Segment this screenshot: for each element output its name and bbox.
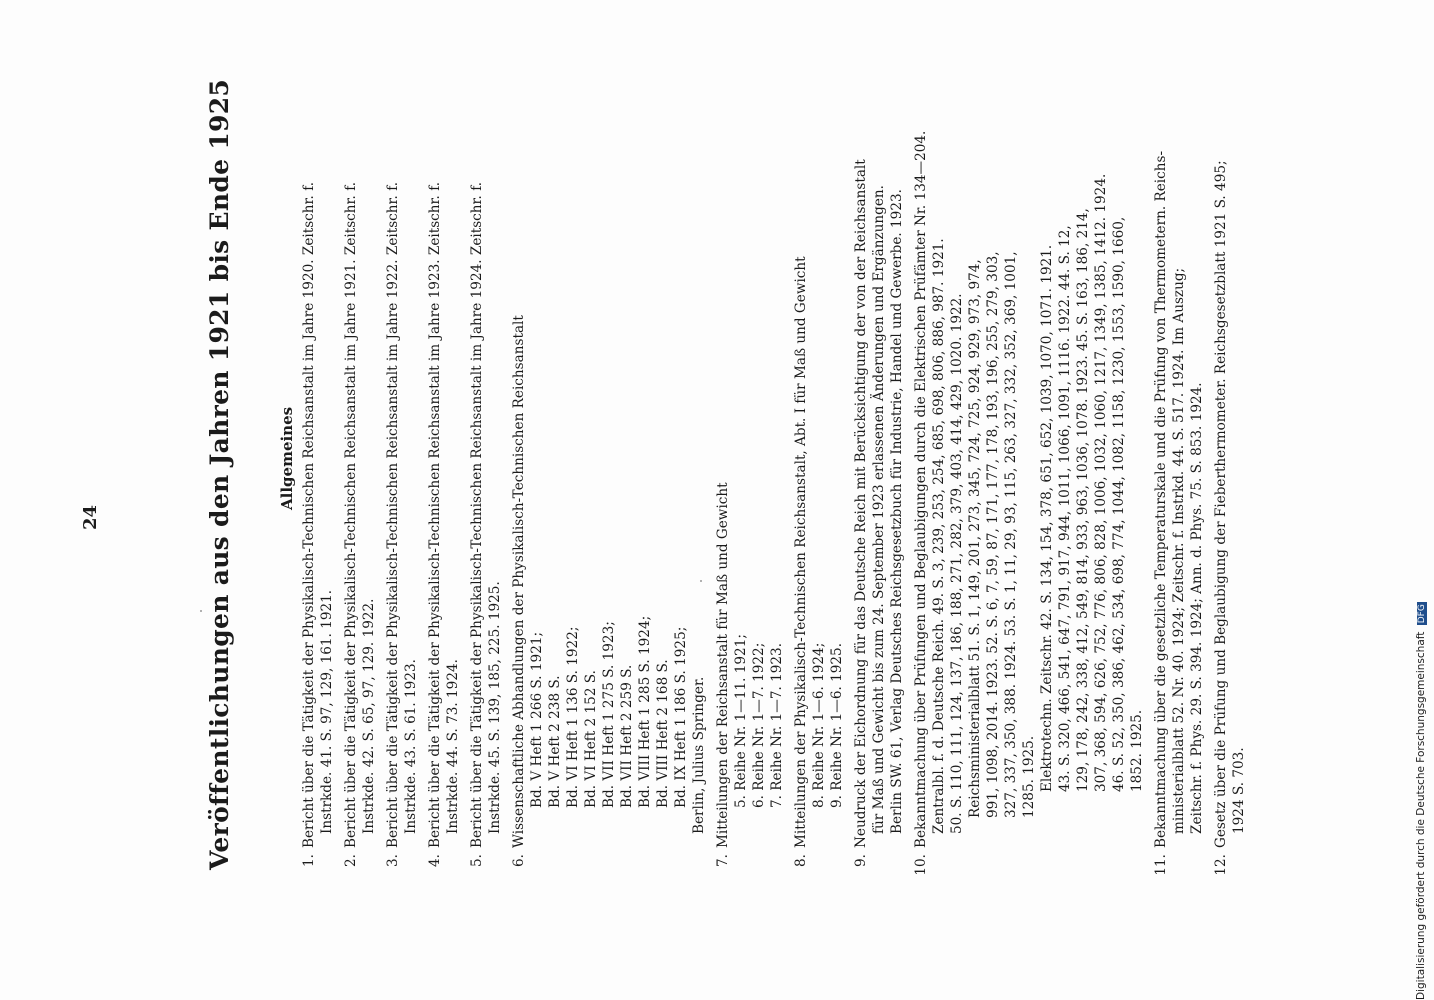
publication-entry	[912, 20, 1146, 876]
entry-line: Bericht über die Tätigkeit der Physikalisch-Technischen Reichsanstalt im Jahre 1923. Zeitschr. f.	[427, 181, 443, 848]
entry-number: 1.	[301, 854, 317, 867]
entry-number: 3.	[385, 854, 401, 867]
entry-number: 6.	[511, 854, 527, 867]
entry-subline: Bd. V Heft 2 238 S.	[547, 675, 563, 808]
entry-line: ministerialblatt 52. Nr. 40. 1924; Zeitschr. f. Instrkd. 44. S. 517. 1924. Im Auszug;	[1171, 267, 1187, 834]
entry-subline: Bd. VIII Heft 1 285 S. 1924;	[637, 615, 653, 808]
entry-line: 50. S. 110, 111, 124, 137, 186, 188, 271, 282, 379, 403, 414, 429, 1020. 1922.	[949, 293, 965, 834]
entry-line-indented: 1285. 1925.	[1021, 735, 1037, 818]
entry-number: 12.	[1213, 854, 1229, 876]
entry-number: 10.	[913, 854, 929, 876]
entry-number: 5.	[469, 854, 485, 867]
entry-line-indented: 307, 368, 594, 626, 752, 776, 806, 828, 1006, 1032, 1060, 1217, 1349, 1385, 1412. 1924.	[1093, 173, 1109, 792]
entry-line: Instrkde. 42. S. 65, 97, 129. 1922.	[361, 598, 377, 834]
entry-subline: 8. Reihe Nr. 1—6. 1924;	[811, 642, 827, 808]
publication-entry	[1212, 20, 1248, 876]
entry-line: Berlin SW. 61, Verlag Deutsches Reichsgesetzbuch für Industrie, Handel und Gewerbe. 1923.	[889, 189, 905, 834]
publication-entry	[792, 20, 846, 870]
entry-line: Bekanntmachung über die gesetzliche Temperaturskale und die Prüfung von Thermometern. Reichs-	[1153, 150, 1169, 848]
entry-number: 8.	[793, 854, 809, 867]
entry-line: Bericht über die Tätigkeit der Physikalisch-Technischen Reichsanstalt im Jahre 1921. Zeitschr. f.	[343, 181, 359, 848]
entry-line: Zeitschr. f. Phys. 29. S. 394. 1924; Ann. d. Phys. 75. S. 853. 1924.	[1189, 382, 1205, 834]
publication-entry	[510, 20, 708, 870]
entry-line-indented: 129, 178, 242, 338, 412, 549, 814, 933, 963, 1036, 1078. 1923. 45. S. 163, 186, 214,	[1075, 208, 1091, 792]
entry-line-indented: 1852. 1925.	[1129, 709, 1145, 792]
entry-number: 4.	[427, 854, 443, 867]
entry-line: Neudruck der Eichordnung für das Deutsche Reich mit Berücksichtigung der von der Reichsanstalt	[853, 159, 869, 848]
entry-subline: Bd. V Heft 1 266 S. 1921;	[529, 631, 545, 808]
entry-number: 7.	[715, 854, 731, 867]
publication-entry	[714, 20, 786, 870]
entry-line-indented: Reichsministerialblatt 51. S. 1, 149, 201, 273, 345, 724, 725, 924, 929, 973, 974,	[967, 259, 983, 818]
entry-line: Mitteilungen der Physikalisch-Technischen Reichsanstalt, Abt. I für Maß und Gewicht	[793, 256, 809, 848]
entry-line-indented: 327, 337, 350, 388. 1924. 53. S. 1, 11, 29, 93, 115, 263, 327, 332, 352, 369, 1001,	[1003, 251, 1019, 818]
scan-speck	[200, 610, 202, 612]
publication-entry	[468, 20, 504, 870]
digitization-note-text: Digitalisierung gefördert durch die Deutsche Forschungsgemeinschaft	[1415, 631, 1427, 1000]
entry-line: Zentralbl. f. d. Deutsche Reich. 49. S. 3, 239, 253, 254, 685, 698, 806, 886, 987. 1921.	[931, 238, 947, 834]
entry-line-indented: 46. S. 52, 350, 386, 462, 534, 698, 774, 1044, 1082, 1158, 1230, 1553, 1590, 1660,	[1111, 216, 1127, 792]
entry-line: Mitteilungen der Reichsanstalt für Maß und Gewicht	[715, 482, 731, 848]
entry-subline: Bd. VI Heft 1 136 S. 1922;	[565, 626, 581, 808]
entry-number: 2.	[343, 854, 359, 867]
entry-line-indented: Elektrotechn. Zeitschr. 42. S. 134, 154, 378, 651, 652, 1039, 1070, 1071. 1921.	[1039, 244, 1055, 792]
entry-line: Instrkde. 45. S. 139, 185, 225. 1925.	[487, 581, 503, 834]
entry-line: Instrkde. 41. S. 97, 129, 161. 1921.	[319, 589, 335, 834]
digitization-note	[1415, 0, 1427, 1000]
publication-entry	[1152, 20, 1206, 876]
entry-line: Bericht über die Tätigkeit der Physikalisch-Technischen Reichsanstalt im Jahre 1924. Zeitschr. f.	[469, 181, 485, 848]
entry-subline: 9. Reihe Nr. 1—6. 1925.	[829, 642, 845, 808]
publication-entry	[426, 20, 462, 870]
entry-line: Bericht über die Tätigkeit der Physikalisch-Technischen Reichsanstalt im Jahre 1922. Zeitschr. f.	[385, 181, 401, 848]
entry-subline: 6. Reihe Nr. 1—7. 1922;	[751, 642, 767, 808]
scan-speck	[700, 580, 702, 582]
dfg-logo-icon: DFG	[1417, 604, 1427, 624]
page-number: 24	[80, 504, 101, 530]
entry-number: 9.	[853, 854, 869, 867]
page-title: Veröffentlichungen aus den Jahren 1921 bis Ende 1925	[205, 78, 234, 870]
entry-line-indented: 43. S. 320, 466, 541, 647, 791, 917, 944, 1011, 1066, 1091, 1116. 1922. 44. S. 12,	[1057, 225, 1073, 792]
publication-entry	[852, 20, 906, 870]
entry-subline: Bd. VIII Heft 2 168 S.	[655, 659, 671, 808]
entry-line: Instrkde. 44. S. 73. 1924.	[445, 659, 461, 834]
entry-subline: Bd. VII Heft 1 275 S. 1923;	[601, 621, 617, 808]
entry-line: Wissenschaftliche Abhandlungen der Physikalisch-Technischen Reichsanstalt	[511, 315, 527, 848]
entry-subline: Bd. VII Heft 2 259 S.	[619, 664, 635, 808]
entry-line: 1924 S. 703.	[1231, 747, 1247, 834]
entry-line: Bericht über die Tätigkeit der Physikalisch-Technischen Reichsanstalt im Jahre 1920. Zeitschr. f.	[301, 181, 317, 848]
section-heading: Allgemeines	[278, 406, 296, 510]
entry-subline: Bd. IX Heft 1 186 S. 1925;	[673, 626, 689, 808]
entry-line: Bekanntmachung über Prüfungen und Beglaubigungen durch die Elektrischen Prüfämter Nr. 134—204.	[913, 130, 929, 848]
entry-subline: 7. Reihe Nr. 1—7. 1923.	[769, 642, 785, 808]
entry-line: Instrkde. 43. S. 61. 1923.	[403, 659, 419, 834]
publication-entry	[342, 20, 378, 870]
publication-list	[300, 20, 1254, 876]
entry-line-indented: 991, 1098, 2014. 1923. 52. S. 6, 7, 59, 87, 171, 177, 178, 193, 196, 255, 279, 303,	[985, 251, 1001, 818]
entry-number: 11.	[1153, 854, 1169, 876]
entry-subline: 5. Reihe Nr. 1—11. 1921;	[733, 634, 749, 808]
publication-entry	[384, 20, 420, 870]
entry-subline: Bd. VI Heft 2 152 S.	[583, 670, 599, 808]
publication-entry	[300, 20, 336, 870]
entry-line: Gesetz über die Prüfung und Beglaubigung der Fieberthermometer. Reichsgesetzblatt 1921 S. 495;	[1213, 160, 1229, 848]
entry-publisher: Berlin, Julius Springer.	[691, 676, 707, 834]
entry-line: für Maß und Gewicht bis zum 24. September 1923 erlassenen Änderungen und Ergänzungen.	[871, 185, 887, 834]
